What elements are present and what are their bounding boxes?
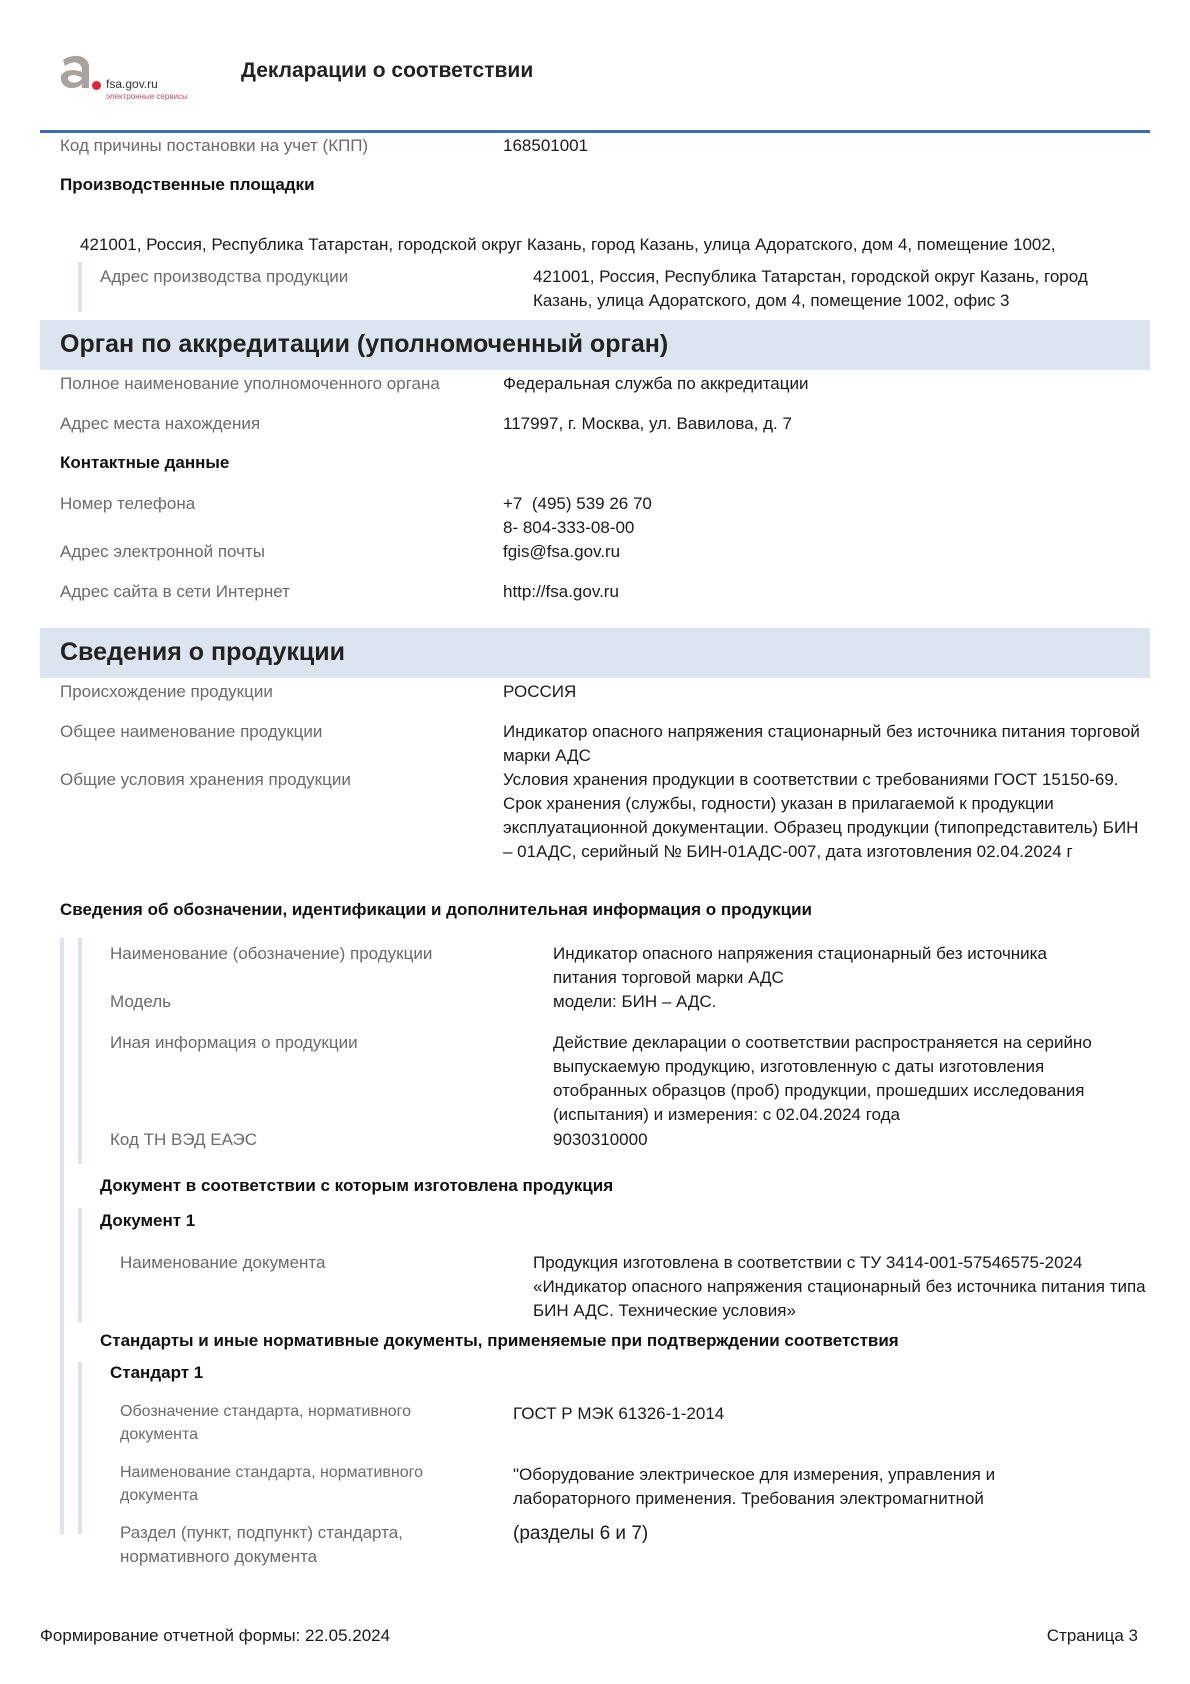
origin-value: РОССИЯ [503, 682, 577, 701]
kpp-label: Код причины постановки на учет (КПП) [60, 136, 369, 155]
phone-value-2: 8- 804-333-08-00 [503, 518, 635, 537]
phone-value-1: +7 (495) 539 26 70 [503, 494, 652, 513]
origin-label: Происхождение продукции [60, 682, 273, 701]
documents-heading: Документ в соответствии с которым изготовлена продукция [100, 1176, 614, 1195]
standard-bar [78, 1362, 82, 1534]
fsa-logo-mark [55, 54, 99, 96]
std-designation-label: Обозначение стандарта, нормативного документа [120, 1403, 412, 1443]
identification-bar-outer [60, 938, 64, 1534]
standard-title: Стандарт 1 [110, 1363, 204, 1382]
production-address-bar [78, 262, 82, 312]
kpp-value: 168501001 [503, 136, 589, 155]
designation-value: Индикатор опасного напряжения стационарный без источника питания торговой марки АДС [553, 944, 1047, 987]
page-title: Декларации о соответствии [241, 59, 534, 82]
document-name-label: Наименование документа [120, 1253, 326, 1272]
accreditation-address-value: 117997, г. Москва, ул. Вавилова, д. 7 [503, 414, 792, 433]
logo-text: fsa.gov.ru [106, 77, 158, 91]
accreditation-name-value: Федеральная служба по аккредитации [503, 374, 809, 393]
product-section-title: Сведения о продукции [60, 638, 345, 666]
identification-heading: Сведения об обозначении, идентификации и дополнительная информация о продукции [60, 900, 813, 919]
document-title: Документ 1 [100, 1211, 196, 1230]
model-label: Модель [110, 992, 172, 1011]
other-info-label: Иная информация о продукции [110, 1033, 358, 1052]
accreditation-section-title: Орган по аккредитации (уполномоченный орган) [60, 330, 669, 358]
product-section-band [40, 628, 1150, 678]
website-label: Адрес сайта в сети Интернет [60, 582, 290, 601]
production-site-address: 421001, Россия, Республика Татарстан, городской округ Казань, город Казань, улица Адоратского, дом 4, помещение 1002, [80, 235, 1056, 254]
document-bar [78, 1208, 82, 1323]
document-name-value: Продукция изготовлена в соответствии с ТУ 3414-001-57546575-2024 «Индикатор опасного напряжения стационарный без источника питания типа БИН АДС. Технические условия» [533, 1253, 1146, 1320]
standards-heading: Стандарты и иные нормативные документы, применяемые при подтверждении соответствия [100, 1331, 899, 1350]
contacts-heading: Контактные данные [60, 453, 230, 472]
website-value[interactable]: http://fsa.gov.ru [503, 582, 619, 601]
logo-subtext: электронные сервисы [106, 92, 188, 101]
product-name-label: Общее наименование продукции [60, 722, 323, 741]
tnved-value: 9030310000 [553, 1130, 648, 1149]
logo-red-dot [92, 81, 101, 90]
phone-label: Номер телефона [60, 494, 196, 513]
std-name-value: "Оборудование электрическое для измерения, управления и лабораторного применения. Требования электромагнитной [513, 1465, 996, 1508]
email-label: Адрес электронной почты [60, 542, 265, 561]
storage-label: Общие условия хранения продукции [60, 770, 351, 789]
accreditation-address-label: Адрес места нахождения [60, 414, 261, 433]
production-sites-heading: Производственные площадки [60, 175, 315, 194]
footer-page-number: Страница 3 [1046, 1626, 1138, 1645]
other-info-value: Действие декларации о соответствии распространяется на серийно выпускаемую продукцию, изготовленную с даты изготовления отобранных образцов (проб) продукции, прошедших исследования (испытания) и измерения: с 02.04.2024 года [553, 1033, 1092, 1124]
product-name-value: Индикатор опасного напряжения стационарный без источника питания торговой марки АДС [503, 722, 1140, 765]
model-value: модели: БИН – АДС. [553, 992, 717, 1011]
tnved-label: Код ТН ВЭД ЕАЭС [110, 1130, 258, 1149]
storage-value: Условия хранения продукции в соответствии с требованиями ГОСТ 15150-69. Срок хранения (службы, годности) указан в прилагаемой к продукции эксплуатационной документации. Образец продукции (типопредставитель) БИН – 01АДС, серийный № БИН-01АДС-007, дата изготовления 02.04.2024 г [503, 770, 1139, 861]
identification-bar-inner [78, 938, 82, 1164]
production-address-label: Адрес производства продукции [100, 267, 349, 286]
email-value[interactable]: fgis@fsa.gov.ru [503, 542, 621, 561]
production-address-value: 421001, Россия, Республика Татарстан, городской округ Казань, город Казань, улица Адоратского, дом 4, помещение 1002, офис 3 [533, 267, 1088, 310]
std-section-value: (разделы 6 и 7) [513, 1523, 649, 1544]
accreditation-name-label: Полное наименование уполномоченного органа [60, 374, 440, 393]
std-designation-value: ГОСТ Р МЭК 61326-1-2014 [513, 1404, 725, 1423]
designation-label: Наименование (обозначение) продукции [110, 944, 433, 963]
accreditation-section-band [40, 320, 1150, 370]
fsa-logo [55, 54, 205, 104]
std-name-label: Наименование стандарта, нормативного документа [120, 1464, 424, 1504]
header-rule [40, 130, 1150, 133]
footer-generated: Формирование отчетной формы: 22.05.2024 [40, 1626, 391, 1645]
std-section-label: Раздел (пункт, подпункт) стандарта, нормативного документа [120, 1523, 403, 1566]
